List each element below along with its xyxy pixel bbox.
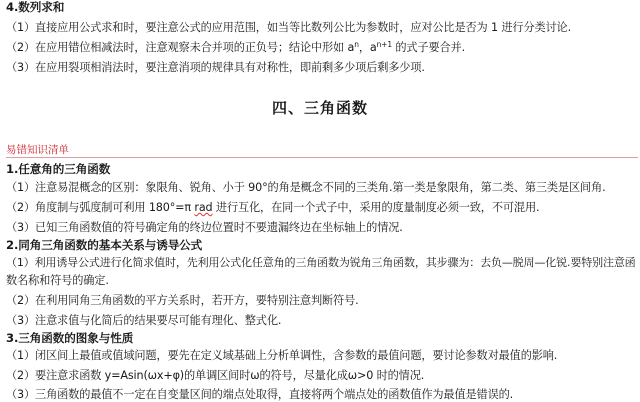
paragraph: （3）在应用裂项相消法时，要注意消项的规律具有对称性，即前剩多少项后剩多少项. (6, 61, 425, 74)
paragraph: （1）闭区间上最值或值域问题，要先在定义域基础上分析单调性，含参数的最值问题，要讨论参数对最值的影响. (6, 349, 558, 362)
error-list-tag: 易错知识清单 (6, 144, 69, 156)
paragraph: （1）直接应用公式求和时，要注意公式的应用范围，如当等比数列公比为参数时，应对公比是否为 1 进行分类讨论. (6, 21, 571, 34)
paragraph: （1）注意易混概念的区别：象限角、锐角、小于 90°的角是概念不同的三类角.第一类是象限角，第二类、第三类是区间角. (6, 181, 606, 194)
topic-heading-3: 3.三角函数的图象与性质 (6, 331, 134, 345)
divider (6, 157, 638, 158)
paragraph: （3）注意求值与化简后的结果要尽可能有理化、整式化. (6, 314, 282, 327)
paragraph-continuation: 数名称和符号的确定. (6, 274, 109, 287)
topic-heading-2: 2.同角三角函数的基本关系与诱导公式 (6, 238, 203, 252)
topic-heading-1: 1.任意角的三角函数 (6, 162, 111, 176)
paragraph: （2）角度制与弧度制可利用 180°=π rad 进行互化，在同一个式子中，采用的度量制度必须一致，不可混用. (6, 201, 540, 214)
paragraph: （3）已知三角函数值的符号确定角的终边位置时不要遗漏终边在坐标轴上的情况. (6, 221, 403, 234)
paragraph: （2）在利用同角三角函数的平方关系时，若开方，要特别注意判断符号. (6, 294, 359, 307)
paragraph: （2）要注意求函数 y=Asin(ωx+φ)的单调区间时ω的符号，尽量化成ω>0 时的情况. (6, 369, 425, 382)
paragraph: （1）利用诱导公式进行化简求值时，先利用公式化任意角的三角函数为锐角三角函数，其步骤为：去负—脱周—化锐.要特别注意函 (6, 256, 636, 269)
chapter-title: 四、三角函数 (271, 99, 368, 117)
paragraph: （2）在应用错位相减法时，注意观察未合并项的正负号；结论中形如 $a^n$，$a^{n+1}$ 的式子要合并. (6, 40, 465, 54)
paragraph: （3）三角函数的最值不一定在自变量区间的端点处取得，直接将两个端点处的函数值作为最值是错误的. (6, 388, 514, 401)
section-heading-sum: 4.数列求和 (6, 0, 65, 14)
